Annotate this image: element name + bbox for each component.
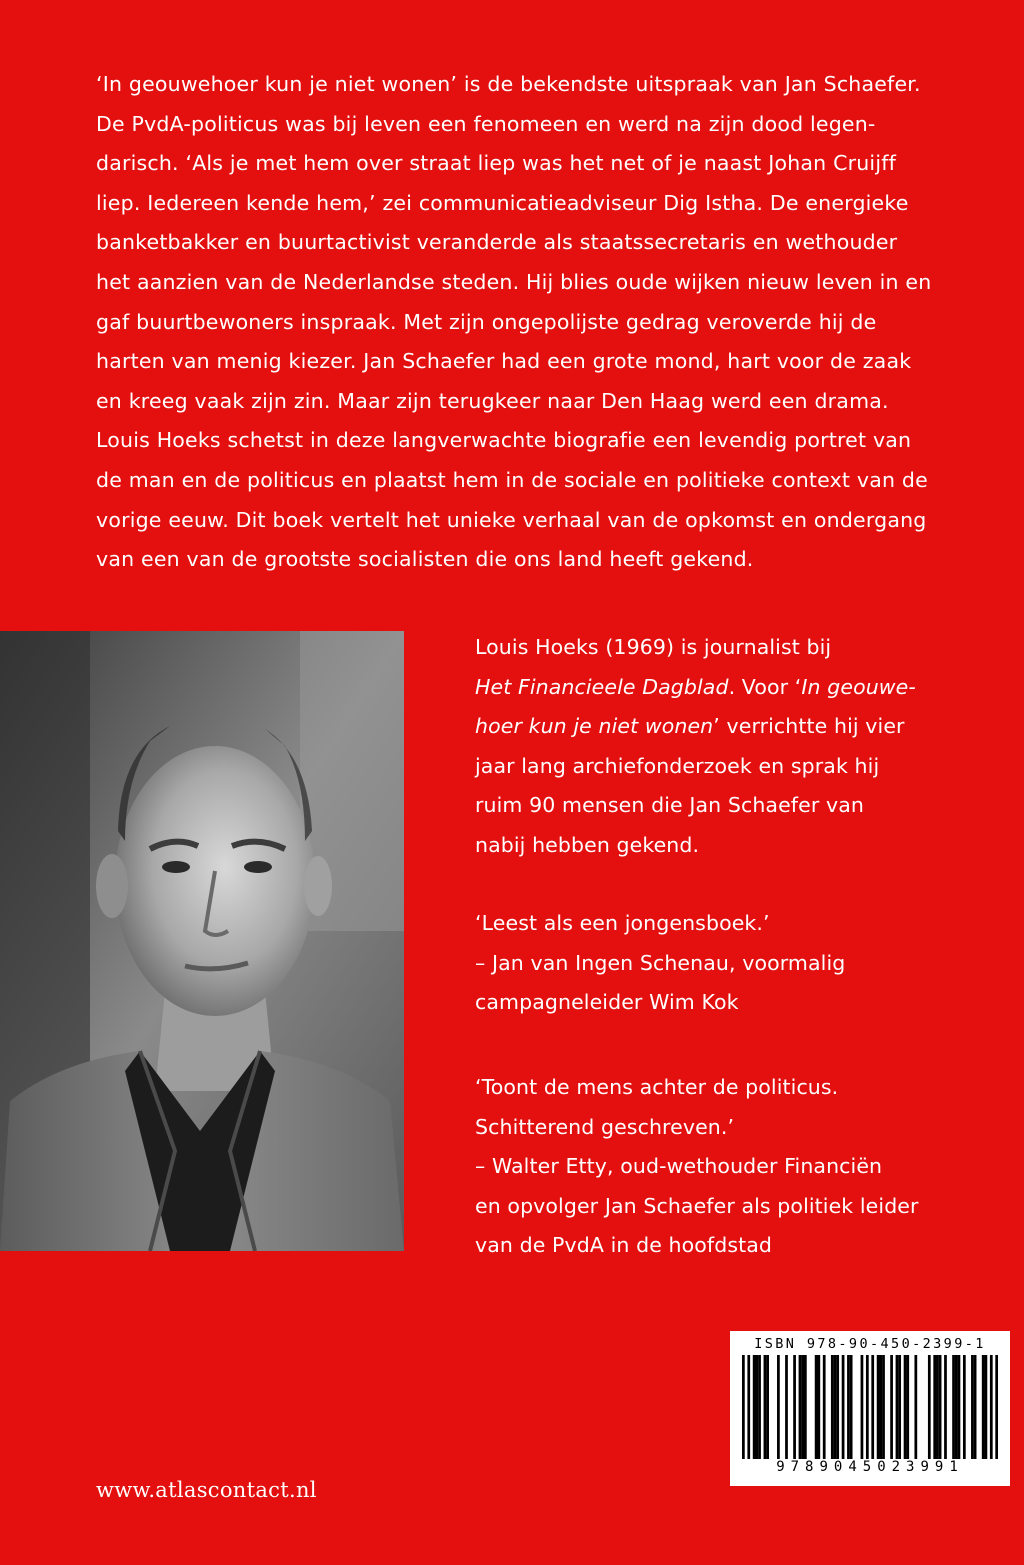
- barcode-bar: [861, 1355, 864, 1459]
- barcode-bar: [896, 1355, 899, 1459]
- blurb-line: banketbakker en buurtactivist veranderde als staatssecretaris en wethouder: [96, 230, 898, 255]
- bio-line: [475, 668, 995, 708]
- barcode-bar: [847, 1355, 850, 1459]
- blurb-line: vorige eeuw. Dit boek vertelt het unieke verhaal van de opkomst en ondergang: [96, 507, 927, 532]
- barcode-bar: [974, 1355, 977, 1459]
- barcode-bar: [982, 1355, 985, 1459]
- barcode-bar: [990, 1355, 993, 1459]
- barcode-bar: [955, 1355, 958, 1459]
- barcode-bar: [952, 1355, 955, 1459]
- blurb-line: het aanzien van de Nederlandse steden. Hij blies oude wijken nieuw leven in en: [96, 269, 932, 294]
- blurb-line: ‘In geouwehoer kun je niet wonen’ is de bekendste uitspraak van Jan Schaefer.: [96, 72, 921, 96]
- ean-digits: 9789045023991: [776, 1459, 964, 1475]
- barcode-bar: [758, 1355, 761, 1459]
- blurb-line: liep. Iedereen kende hem,’ zei communicatieadviseur Dig Istha. De energieke: [96, 190, 909, 215]
- quote-line: Schitterend geschreven.’: [475, 1114, 735, 1139]
- barcode-bar: [958, 1355, 961, 1459]
- barcode-bar: [906, 1355, 909, 1459]
- barcode-bar: [817, 1355, 820, 1459]
- barcode-bar: [764, 1355, 767, 1459]
- bio-line: nabij hebben gekend.: [475, 832, 700, 857]
- blurb-line: en kreeg vaak zijn zin. Maar zijn terugkeer naar Den Haag werd een drama.: [96, 388, 889, 413]
- barcode-bar: [985, 1355, 988, 1459]
- barcode-bar: [882, 1355, 885, 1459]
- bio-line: ruim 90 mensen die Jan Schaefer van: [475, 793, 864, 817]
- barcode-bar: [904, 1355, 907, 1459]
- barcode-bar: [801, 1355, 804, 1459]
- barcode-bar: [879, 1355, 882, 1459]
- barcode-bars: [742, 1355, 998, 1459]
- author-bio: [475, 628, 995, 865]
- quote-line: – Jan van Ingen Schenau, voormalig: [475, 950, 846, 975]
- barcode-bar: [753, 1355, 756, 1459]
- bio-line: [475, 707, 995, 747]
- barcode-bar: [890, 1355, 893, 1459]
- bio-line: jaar lang archiefonderzoek en sprak hij: [475, 753, 880, 778]
- quote-line: campagneleider Wim Kok: [475, 990, 739, 1014]
- barcode-bar: [742, 1355, 745, 1459]
- barcode-bar: [755, 1355, 758, 1459]
- barcode-bar: [836, 1355, 839, 1459]
- book-title-part: hoer kun je niet wonen: [475, 714, 714, 738]
- book-title-part: In geouwe-: [801, 674, 916, 699]
- barcode-bar: [834, 1355, 837, 1459]
- bio-text: ’ verrichtte hij vier: [713, 714, 905, 738]
- barcode-bar: [963, 1355, 966, 1459]
- bio-line: Louis Hoeks (1969) is journalist bij: [475, 635, 832, 659]
- blurb-line: De PvdA-politicus was bij leven een fenomeen en werd na zijn dood legen-: [96, 111, 876, 136]
- barcode-bar: [793, 1355, 796, 1459]
- blurb-line: harten van menig kiezer. Jan Schaefer had een grote mond, hart voor de zaak: [96, 349, 912, 374]
- barcode-bar: [815, 1355, 818, 1459]
- barcode-bar: [866, 1355, 869, 1459]
- barcode-bar: [777, 1355, 780, 1459]
- isbn-barcode: [730, 1331, 1010, 1486]
- barcode-bar: [898, 1355, 901, 1459]
- blurb-line: gaf buurtbewoners inspraak. Met zijn ongepolijste gedrag veroverde hij de: [96, 309, 877, 334]
- barcode-bar: [995, 1355, 998, 1459]
- barcode-bar: [831, 1355, 834, 1459]
- barcode-bar: [799, 1355, 802, 1459]
- quote-line: van de PvdA in de hoofdstad: [475, 1233, 773, 1257]
- barcode-bar: [747, 1355, 750, 1459]
- blurb-line: van een van de grootste socialisten die ons land heeft gekend.: [96, 547, 754, 572]
- barcode-bar: [936, 1355, 939, 1459]
- barcode-bar: [871, 1355, 874, 1459]
- barcode-bar: [914, 1355, 917, 1459]
- author-photo: [0, 631, 404, 1251]
- isbn-label: ISBN 978-90-450-2399-1: [754, 1336, 986, 1352]
- barcode-bar: [766, 1355, 769, 1459]
- barcode-bar: [804, 1355, 807, 1459]
- barcode-bar: [877, 1355, 880, 1459]
- barcode-bar: [823, 1355, 826, 1459]
- barcode-bar: [944, 1355, 947, 1459]
- review-quote-2: [475, 1068, 995, 1266]
- barcode-bar: [850, 1355, 853, 1459]
- quote-line: ‘Leest als een jongensboek.’: [475, 911, 770, 935]
- publisher-website: www.atlascontact.nl: [96, 1478, 317, 1502]
- bio-text: . Voor ‘: [728, 674, 802, 699]
- barcode-bar: [939, 1355, 942, 1459]
- author-portrait-illustration: [0, 631, 404, 1251]
- blurb-line: de man en de politicus en plaatst hem in de sociale en politieke context van de: [96, 467, 928, 492]
- barcode-bar: [933, 1355, 936, 1459]
- blurb-line: Louis Hoeks schetst in deze langverwachte biografie een levendig portret van: [96, 428, 912, 453]
- barcode-bar: [971, 1355, 974, 1459]
- barcode-bar: [842, 1355, 845, 1459]
- barcode-bar: [785, 1355, 788, 1459]
- review-quote-1: [475, 904, 995, 1023]
- quote-line: – Walter Etty, oud-wethouder Financiën: [475, 1154, 883, 1178]
- barcode-bar: [928, 1355, 931, 1459]
- quote-line: ‘Toont de mens achter de politicus.: [475, 1075, 839, 1099]
- newspaper-title: Het Financieele Dagblad: [475, 674, 729, 699]
- quote-line: en opvolger Jan Schaefer als politiek leider: [475, 1193, 919, 1218]
- blurb-line: darisch. ‘Als je met hem over straat liep was het net of je naast Johan Cruijff: [96, 151, 897, 176]
- book-blurb: [96, 65, 936, 580]
